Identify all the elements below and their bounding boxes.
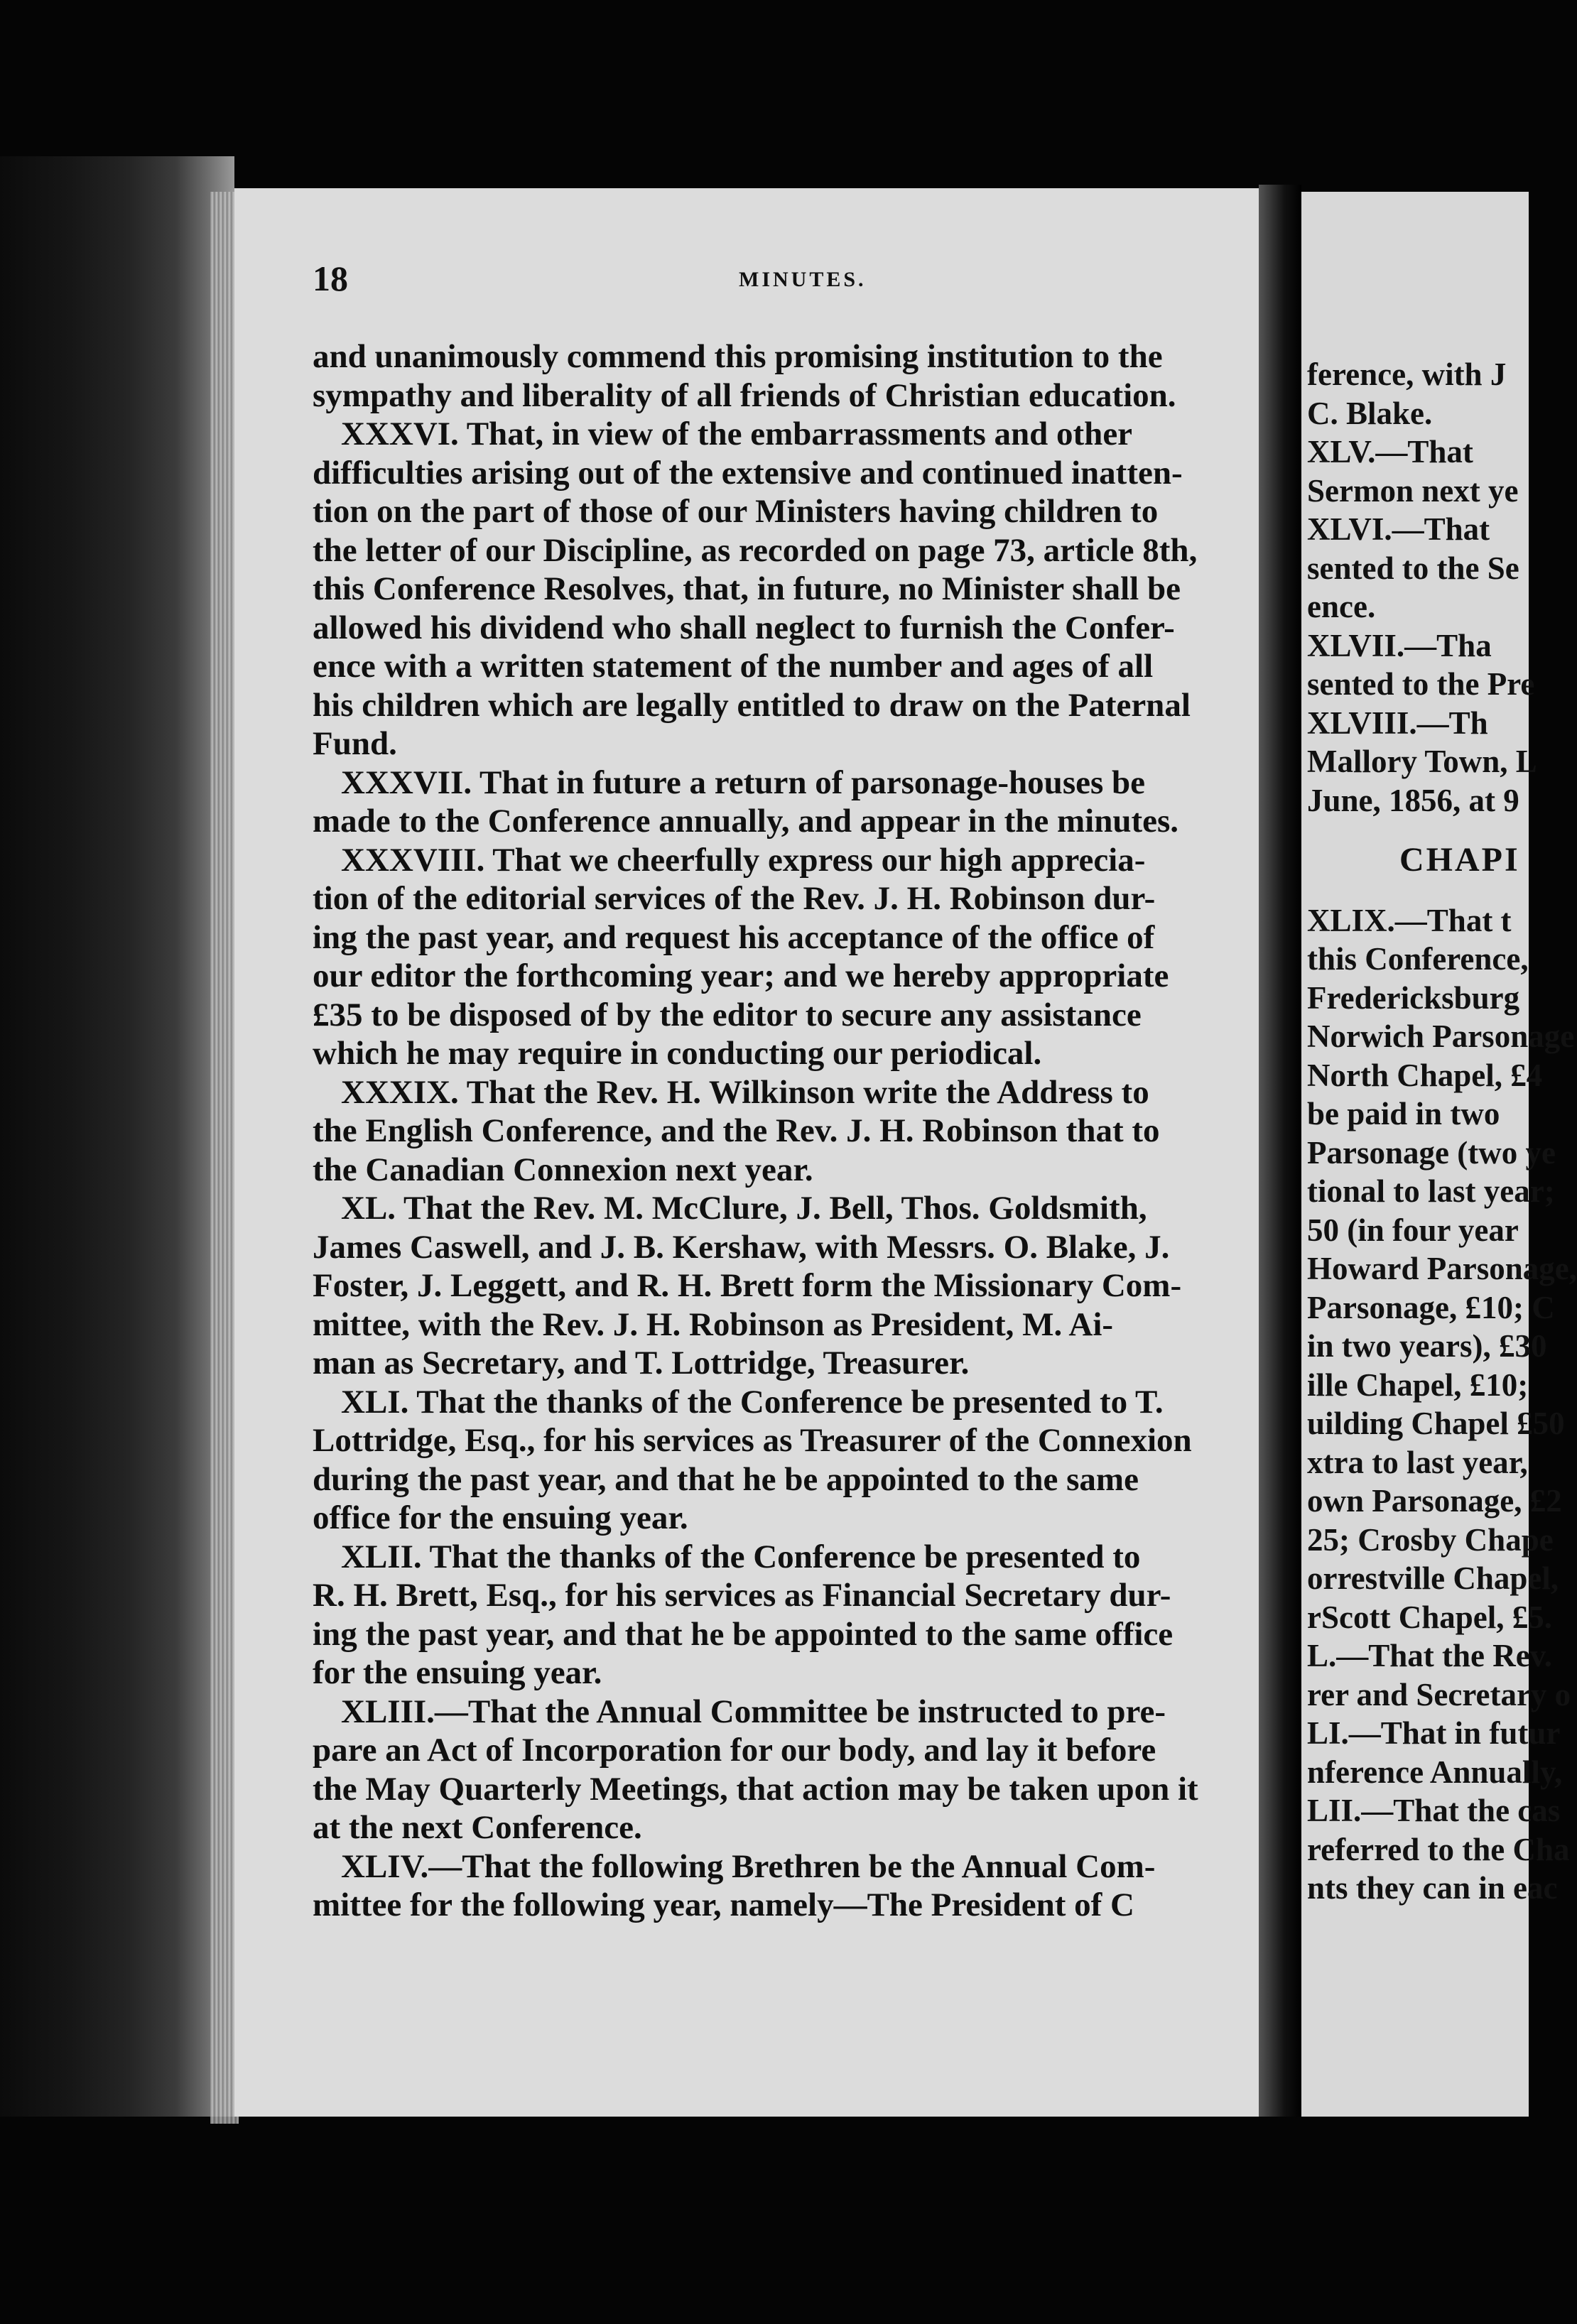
text-line: XLIX.—That t [1307, 902, 1512, 938]
chapter-heading: CHAPI [1399, 841, 1520, 879]
text-line: allowed his dividend who shall neglect to furnish the Confer- [313, 609, 1175, 646]
book-spine [0, 156, 234, 2117]
text-line: be paid in two [1307, 1096, 1500, 1131]
text-line: Foster, J. Leggett, and R. H. Brett form the Missionary Com- [313, 1267, 1182, 1304]
text-line: James Caswell, and J. B. Kershaw, with Messrs. O. Blake, J. [313, 1228, 1170, 1266]
text-line: tion on the part of those of our Ministers having children to [313, 493, 1159, 530]
text-line: tion of the editorial services of the Rev. J. H. Robinson dur- [313, 880, 1156, 917]
right-page-top-lines [1307, 355, 1541, 820]
text-line: which he may require in conducting our periodical. [313, 1035, 1042, 1072]
text-line: made to the Conference annually, and appear in the minutes. [313, 803, 1179, 840]
left-page-body [313, 337, 1300, 1925]
text-line: sented to the Pre [1307, 666, 1535, 702]
text-line: £35 to be disposed of by the editor to secure any assistance [313, 996, 1142, 1033]
text-line: the May Quarterly Meetings, that action may be taken upon it [313, 1770, 1198, 1808]
text-line: mittee, with the Rev. J. H. Robinson as President, M. Ai- [313, 1305, 1114, 1343]
left-page [234, 188, 1286, 2117]
text-line: and unanimously commend this promising institution to the [313, 338, 1163, 375]
text-line: rer and Secretary o [1307, 1676, 1571, 1712]
text-line: tional to last year; [1307, 1173, 1555, 1209]
page-number: 18 [313, 259, 348, 298]
text-line: mittee for the following year, namely—The President of C [313, 1886, 1134, 1923]
text-line: uilding Chapel £50 [1307, 1406, 1565, 1441]
text-line: XL. That the Rev. M. McClure, J. Bell, Thos. Goldsmith, [341, 1190, 1147, 1227]
text-line: XXXIX. That the Rev. H. Wilkinson write the Address to [341, 1073, 1149, 1111]
text-line: 25; Crosby Chape [1307, 1521, 1554, 1558]
text-line: XLVIII.—Th [1307, 705, 1488, 741]
text-line: difficulties arising out of the extensive and continued inatten- [313, 454, 1183, 492]
text-line: ference, with J [1307, 357, 1507, 392]
text-line: pare an Act of Incorporation for our body, and lay it before [313, 1732, 1156, 1769]
text-line: in two years), £30 [1307, 1328, 1547, 1364]
text-line: 50 (in four year [1307, 1212, 1519, 1248]
right-page-bottom-lines [1307, 901, 1577, 1908]
text-line: our editor the forthcoming year; and we hereby appropriate [313, 957, 1169, 994]
text-line: June, 1856, at 9 [1307, 782, 1519, 818]
text-line: ing the past year, and that he be appointed to the same office [313, 1615, 1174, 1653]
text-line: R. H. Brett, Esq., for his services as Financial Secretary dur- [313, 1577, 1171, 1614]
text-line: XLIV.—That the following Brethren be the Annual Com- [341, 1847, 1156, 1885]
right-page [1301, 192, 1577, 2117]
text-line: LI.—That in futur [1307, 1715, 1561, 1751]
page-header [313, 258, 1264, 300]
text-line: Parsonage, £10; C [1307, 1289, 1555, 1325]
text-line: Parsonage (two ye [1307, 1134, 1556, 1171]
text-line: the letter of our Discipline, as recorded on page 73, article 8th, [313, 531, 1198, 569]
text-line: his children which are legally entitled to draw on the Paternal [313, 686, 1191, 724]
text-line: Mallory Town, L [1307, 744, 1537, 779]
right-page-body [1307, 355, 1577, 1908]
text-line: XLVI.—That [1307, 511, 1490, 547]
text-line: XLV.—That [1307, 434, 1473, 469]
text-line: L.—That the Rev. [1307, 1638, 1553, 1673]
text-line: XXXVI. That, in view of the embarrassments and other [341, 416, 1133, 452]
text-line: XLVII.—Tha [1307, 627, 1492, 663]
text-line: Lottridge, Esq., for his services as Treasurer of the Connexion [313, 1422, 1192, 1459]
running-title: MINUTES. [739, 268, 867, 291]
text-line: this Conference Resolves, that, in future, no Minister shall be [313, 570, 1181, 607]
text-line: Fredericksburg [1307, 979, 1520, 1016]
text-line: Fund. [313, 725, 397, 762]
text-line: referred to the Cha [1307, 1831, 1570, 1867]
text-line: own Parsonage, £2 [1307, 1483, 1562, 1519]
text-line: nts they can in eac [1307, 1870, 1558, 1906]
text-line: for the ensuing year. [313, 1654, 602, 1691]
text-line: XXXVIII. That we cheerfully express our high apprecia- [341, 841, 1146, 879]
text-line: sented to the Se [1307, 550, 1519, 586]
text-line: XLIII.—That the Annual Committee be instructed to pre- [341, 1693, 1166, 1730]
text-line: C. Blake. [1307, 395, 1433, 431]
text-line: during the past year, and that he be appointed to the same [313, 1460, 1139, 1498]
text-line: sympathy and liberality of all friends of Christian education. [313, 376, 1176, 414]
text-line: ence. [1307, 589, 1376, 624]
text-line: nference Annually, [1307, 1754, 1563, 1790]
text-line: Norwich Parsonage [1307, 1019, 1575, 1054]
text-line: North Chapel, £4 [1307, 1057, 1543, 1093]
text-line: XLII. That the thanks of the Conference be presented to [341, 1538, 1141, 1575]
text-line: XXXVII. That in future a return of parsonage-houses be [341, 764, 1146, 801]
text-line: ille Chapel, £10; [1307, 1367, 1529, 1403]
text-line: XLI. That the thanks of the Conference be presented to T. [341, 1383, 1164, 1421]
text-line: ence with a written statement of the number and ages of all [313, 648, 1154, 685]
text-line: Sermon next ye [1307, 472, 1519, 509]
text-line: the English Conference, and the Rev. J. H. Robinson that to [313, 1112, 1160, 1149]
text-line: man as Secretary, and T. Lottridge, Treasurer. [313, 1345, 970, 1381]
book-gutter [1259, 185, 1301, 2117]
text-line: Howard Parsonage, [1307, 1251, 1577, 1286]
text-line: the Canadian Connexion next year. [313, 1151, 813, 1188]
text-line: xtra to last year, [1307, 1444, 1528, 1480]
text-line: orrestville Chapel, [1307, 1560, 1559, 1596]
text-line: ing the past year, and request his acceptance of the office of [313, 918, 1155, 956]
text-line: office for the ensuing year. [313, 1499, 688, 1536]
text-line: at the next Conference. [313, 1809, 642, 1846]
text-line: this Conference, [1307, 941, 1529, 977]
text-line: LII.—That the cas [1307, 1793, 1561, 1828]
text-line: rScott Chapel, £5. [1307, 1599, 1552, 1635]
